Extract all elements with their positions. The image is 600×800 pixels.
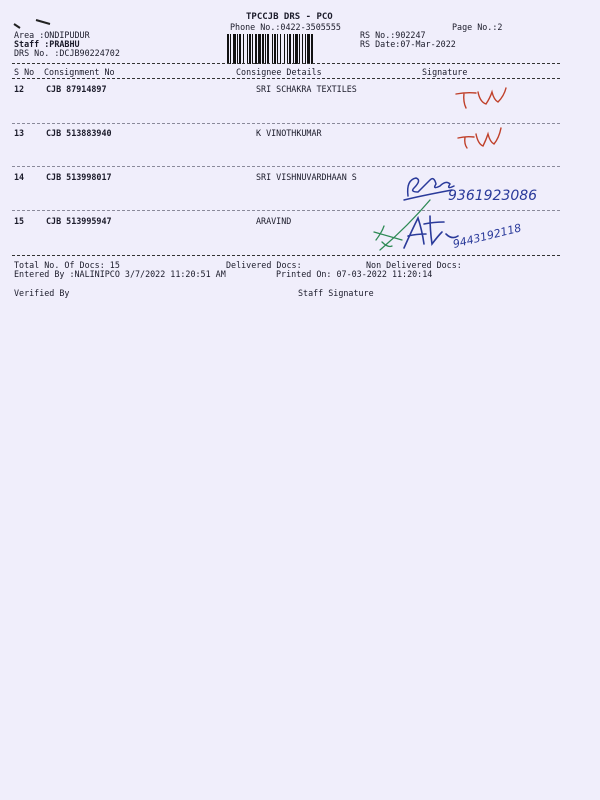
rs-number: RS No.:902247 [360, 30, 426, 40]
table-bottom-rule [12, 255, 560, 256]
column-header-consignee: Consignee Details [236, 67, 322, 77]
non-delivered-docs: Non Delivered Docs: [366, 260, 462, 270]
drs-number: DRS No. :DCJB90224702 [14, 48, 120, 58]
rs-date: RS Date:07-Mar-2022 [360, 39, 456, 49]
row-consignment: CJB 513998017 [46, 172, 112, 182]
row-sno: 13 [14, 128, 25, 138]
phone-number: Phone No.:0422-3505555 [230, 22, 341, 32]
entered-by: Entered By :NALINIPCO 3/7/2022 11:20:51 AM [14, 269, 226, 279]
row-consignment: CJB 513883940 [46, 128, 112, 138]
staff-label: Staff :PRABHU [14, 39, 80, 49]
column-header-consignment: Consignment No [44, 67, 115, 77]
row-consignee: SRI SCHAKRA TEXTILES [256, 84, 357, 94]
row-consignee: SRI VISHNUVARDHAAN S [256, 172, 357, 182]
handwritten-phone-row-15: 9443192118 [451, 221, 523, 251]
row-consignment: CJB 513995947 [46, 216, 112, 226]
column-header-sno: S No [14, 67, 35, 77]
barcode [226, 34, 351, 64]
handwritten-signature-row-13 [456, 124, 506, 152]
handwritten-signature-row-15 [368, 196, 558, 258]
area-label: Area :ONDIPUDUR [14, 30, 90, 40]
row-consignee: ARAVIND [256, 216, 292, 226]
row-sno: 12 [14, 84, 25, 94]
total-docs: Total No. Of Docs: 15 [14, 260, 120, 270]
header-rule-bottom [12, 78, 560, 79]
header-rule-top [12, 63, 560, 64]
row-consignment: CJB 87914897 [46, 84, 107, 94]
handwritten-phone-row-14: 9361923086 [448, 188, 538, 204]
staff-signature-label: Staff Signature [298, 288, 374, 298]
row-sno: 15 [14, 216, 25, 226]
row-consignee: K VINOTHKUMAR [256, 128, 322, 138]
document-title: TPCCJB DRS - PCO [246, 12, 333, 22]
page-number: Page No.:2 [452, 22, 503, 32]
printed-on: Printed On: 07-03-2022 11:20:14 [276, 269, 433, 279]
row-sno: 14 [14, 172, 25, 182]
row-divider [12, 166, 560, 167]
verified-by-label: Verified By [14, 288, 70, 298]
delivered-docs: Delivered Docs: [226, 260, 302, 270]
column-header-signature: Signature [422, 67, 468, 77]
handwritten-signature-row-12 [452, 84, 512, 112]
